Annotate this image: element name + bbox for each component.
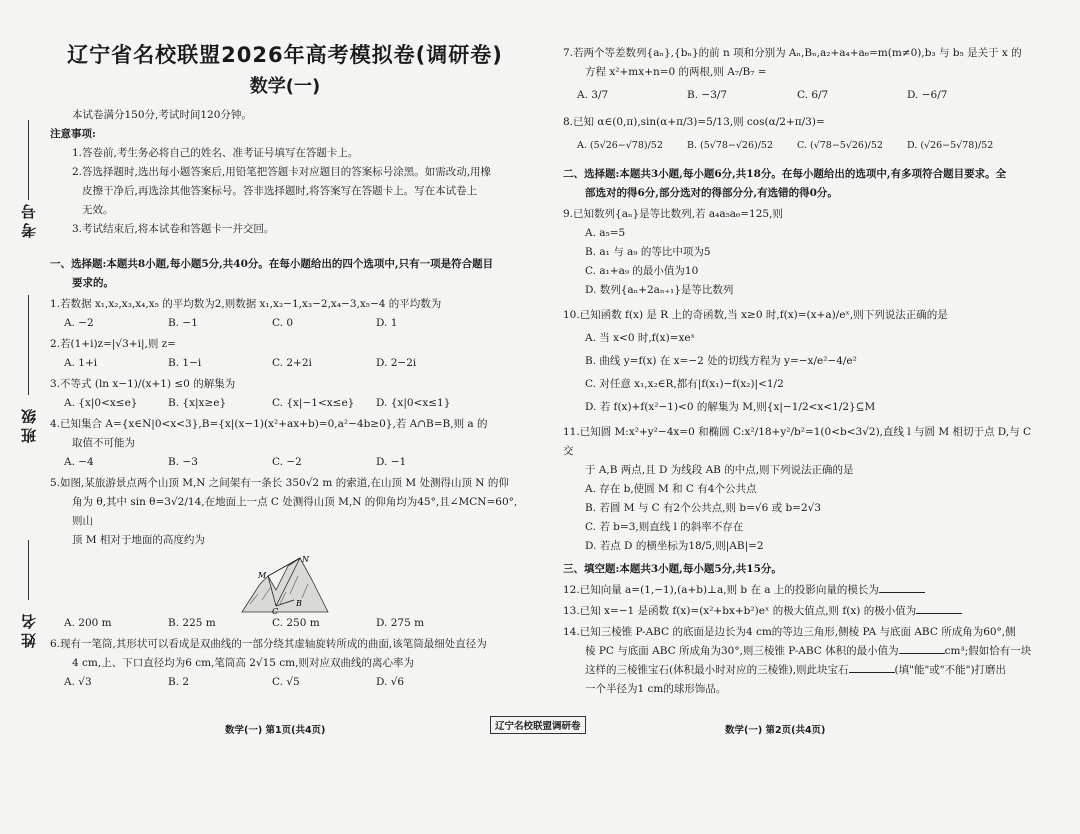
question-11-cont: 于 A,B 两点,且 D 为线段 AB 的中点,则下列说法正确的是 [585, 464, 854, 476]
option: A. (5√26−√78)/52 [577, 140, 663, 151]
question-14-cont [563, 642, 1038, 661]
option: A. 当 x<0 时,f(x)=xeˣ [585, 332, 696, 344]
question-13 [563, 602, 1038, 621]
question-6-cont: 4 cm,上、下口直径均为6 cm,笔筒高 2√15 cm,则对应双曲线的离心率为 [72, 657, 414, 669]
notice-line: 3.考试结束后,将本试卷和答题卡一并交回。 [72, 223, 275, 235]
center-stamp: 辽宁名校联盟调研卷 [490, 716, 586, 734]
option: B. −3 [168, 456, 198, 468]
page-1-footer: 数学(一) 第1页(共4页) [225, 725, 326, 736]
option: C. 2+2i [272, 357, 312, 369]
question-14-text: 棱 PC 与底面 ABC 所成角为30°,则三棱锥 P-ABC 体积的最小值为 [585, 645, 899, 657]
option: C. 6/7 [797, 89, 829, 101]
question-3-options [50, 394, 520, 413]
option: B. 225 m [168, 617, 216, 629]
name-label: 姓名 [20, 610, 38, 648]
section-1-heading-cont: 要求的。 [72, 277, 114, 289]
answer-blank[interactable] [879, 582, 925, 593]
question-2-options [50, 354, 520, 373]
question-5-cont: 角为 θ,其中 sin θ=3√2/14,在地面上一点 C 处测得山顶 M,N 的仰角均为45°,且∠MCN=60°,则山 [72, 496, 518, 527]
question-9: 9.已知数列{aₙ}是等比数列,若 a₄a₅a₆=125,则 [563, 208, 783, 220]
option: C. √5 [272, 676, 300, 688]
question-5: 5.如图,某旅游景点两个山顶 M,N 之间架有一条长 350√2 m 的索道,在山顶 M 处测得山顶 N 的仰 [50, 477, 509, 489]
section-1-heading: 一、选择题:本题共8小题,每小题5分,共40分。在每小题给出的四个选项中,只有一项是符合题目 [50, 258, 494, 270]
question-1: 1.若数据 x₁,x₂,x₃,x₄,x₅ 的平均数为2,则数据 x₁,x₂−1,x₃−2,x₄−3,x₅−4 的平均数为 [50, 298, 442, 310]
option: D. 数列{aₙ+2aₙ₊₁}是等比数列 [585, 284, 734, 296]
question-14-cont: 一个半径为1 cm的球形饰品。 [585, 683, 727, 695]
label-b: B [296, 599, 302, 608]
option: C. −2 [272, 456, 302, 468]
question-12 [563, 581, 1038, 600]
question-10: 10.已知函数 f(x) 是 R 上的奇函数,当 x≥0 时,f(x)=(x+a)/eˣ,则下列说法正确的是 [563, 309, 948, 321]
name-line [28, 540, 29, 600]
question-8: 8.已知 α∈(0,π),sin(α+π/3)=5/13,则 cos(α/2+π/3)= [563, 116, 825, 128]
question-4-options [50, 453, 520, 472]
question-4: 4.已知集合 A={x∈N|0<x<3},B={x|(x−1)(x²+ax+b)=0,a²−4b≥0},若 A∩B=B,则 a 的 [50, 418, 488, 430]
question-14-cont [563, 661, 1038, 680]
option: A. −2 [64, 317, 94, 329]
option: B. (5√78−√26)/52 [687, 140, 774, 151]
option: A. {x|0<x≤e} [64, 397, 138, 409]
answer-blank[interactable] [916, 603, 962, 614]
question-7-options [563, 86, 1038, 105]
exam-no-line [28, 120, 29, 200]
notice-line: 皮擦干净后,再选涂其他答案标号。答非选择题时,将答案写在答题卡上。写在本试卷上 [82, 185, 478, 197]
option: C. 250 m [272, 617, 320, 629]
mountain-illustration [240, 554, 330, 614]
section-2-heading-cont: 部选对的得6分,部分选对的得部分分,有选错的得0分。 [585, 187, 838, 199]
option: B. −1 [168, 317, 198, 329]
question-4-cont: 取值不可能为 [72, 437, 135, 449]
mountain-figure [240, 554, 330, 614]
option: D. √6 [376, 676, 405, 688]
question-14-text: 这样的三棱锥宝石(体积最小时对应的三棱锥),则此块宝石 [585, 664, 849, 676]
question-13-text: 13.已知 x=−1 是函数 f(x)=(x²+bx+b²)eˣ 的极大值点,则 f(x) 的极小值为 [563, 605, 917, 617]
option: B. 曲线 y=f(x) 在 x=−2 处的切线方程为 y=−x/e²−4/e² [585, 355, 857, 367]
label-c: C [272, 607, 279, 614]
class-label: 班级 [20, 405, 38, 443]
option: D. −6/7 [907, 89, 948, 101]
option: D. −1 [376, 456, 407, 468]
page-2 [563, 42, 1038, 699]
page-1 [50, 40, 520, 692]
question-5-cont: 顶 M 相对于地面的高度约为 [72, 534, 205, 546]
exam-subtitle: 数学(一) [249, 76, 321, 97]
question-6-options [50, 673, 520, 692]
question-5-options [50, 614, 520, 633]
option: D. (√26−5√78)/52 [907, 140, 994, 151]
option: D. 若点 D 的横坐标为18/5,则|AB|=2 [585, 540, 764, 552]
label-n: N [302, 555, 309, 564]
question-2: 2.若(1+i)z=|√3+i|,则 z= [50, 338, 176, 350]
question-6: 6.现有一笔筒,其形状可以看成是双曲线的一部分绕其虚轴旋转所成的曲面,该笔筒最细处直径为 [50, 638, 487, 650]
option: A. 3/7 [577, 89, 609, 101]
option: A. 1+i [64, 357, 98, 369]
section-3-heading: 三、填空题:本题共3小题,每小题5分,共15分。 [563, 563, 782, 575]
answer-blank[interactable] [849, 662, 895, 673]
exam-no-label: 考号 [20, 200, 38, 238]
question-11: 11.已知圆 M:x²+y²−4x=0 和椭圆 C:x²/18+y²/b²=1(0<b<3√2),直线 l 与圆 M 相切于点 D,与 C 交 [563, 426, 1032, 457]
option: B. a₁ 与 a₉ 的等比中项为5 [585, 246, 711, 258]
question-14-text: cm³;假如恰有一块 [944, 645, 1032, 657]
option: D. 275 m [376, 617, 425, 629]
option: D. 1 [376, 317, 398, 329]
option: B. 1−i [168, 357, 202, 369]
option: C. 0 [272, 317, 294, 329]
option: A. √3 [64, 676, 92, 688]
option: B. 2 [168, 676, 190, 688]
class-line [28, 295, 29, 395]
question-1-options [50, 314, 520, 333]
exam-title: 辽宁省名校联盟2026年高考模拟卷(调研卷) [67, 43, 503, 67]
question-3: 3.不等式 (ln x−1)/(x+1) ≤0 的解集为 [50, 378, 236, 390]
option: C. {x|−1<x≤e} [272, 397, 355, 409]
option: A. 存在 b,使圆 M 和 C 有4个公共点 [585, 483, 757, 495]
binding-margin [0, 90, 50, 710]
question-8-options [563, 136, 1038, 155]
notice-line: 无效。 [82, 204, 114, 216]
option: A. a₅=5 [585, 227, 626, 239]
question-7-cont: 方程 x²+mx+n=0 的两根,则 A₇/B₇ = [585, 66, 767, 78]
option: C. (√78−5√26)/52 [797, 140, 883, 151]
option: B. 若圆 M 与 C 有2个公共点,则 b=√6 或 b=2√3 [585, 502, 822, 514]
notice-heading: 注意事项: [50, 128, 96, 140]
question-7: 7.若两个等差数列{aₙ},{bₙ}的前 n 项和分别为 Aₙ,Bₙ,a₂+a₄+a₆=m(m≠0),b₃ 与 b₅ 是关于 x 的 [563, 47, 1022, 59]
page-2-footer: 数学(一) 第2页(共4页) [725, 725, 826, 736]
option: C. a₁+a₉ 的最小值为10 [585, 265, 699, 277]
option: A. −4 [64, 456, 94, 468]
notice-line: 1.答卷前,考生务必将自己的姓名、准考证号填写在答题卡上。 [72, 147, 359, 159]
option: C. 若 b=3,则直线 l 的斜率不存在 [585, 521, 744, 533]
option: D. 2−2i [376, 357, 417, 369]
answer-blank[interactable] [899, 643, 945, 654]
option: B. −3/7 [687, 89, 728, 101]
question-14: 14.已知三棱锥 P-ABC 的底面是边长为4 cm的等边三角形,侧棱 PA 与底面 ABC 所成角为60°,侧 [563, 626, 1016, 638]
intro: 本试卷满分150分,考试时间120分钟。 [72, 109, 252, 121]
question-12-text: 12.已知向量 a=(1,−1),(a+b)⊥a,则 b 在 a 上的投影向量的模长为 [563, 584, 879, 596]
notice-line: 2.答选择题时,选出每小题答案后,用铅笔把答题卡对应题目的答案标号涂黑。如需改动,用橡 [72, 166, 492, 178]
option: C. 对任意 x₁,x₂∈R,都有|f(x₁)−f(x₂)|<1/2 [585, 378, 784, 390]
option: A. 200 m [64, 617, 112, 629]
label-m: M [258, 571, 267, 580]
question-14-text: (填"能"或"不能")打磨出 [894, 664, 1007, 676]
option: B. {x|x≥e} [168, 397, 227, 409]
option: D. {x|0<x≤1} [376, 397, 451, 409]
section-2-heading: 二、选择题:本题共3小题,每小题6分,共18分。在每小题给出的选项中,有多项符合题目要求。全 [563, 168, 1007, 180]
option: D. 若 f(x)+f(x²−1)<0 的解集为 M,则{x|−1/2<x<1/2}⊆M [585, 401, 876, 413]
